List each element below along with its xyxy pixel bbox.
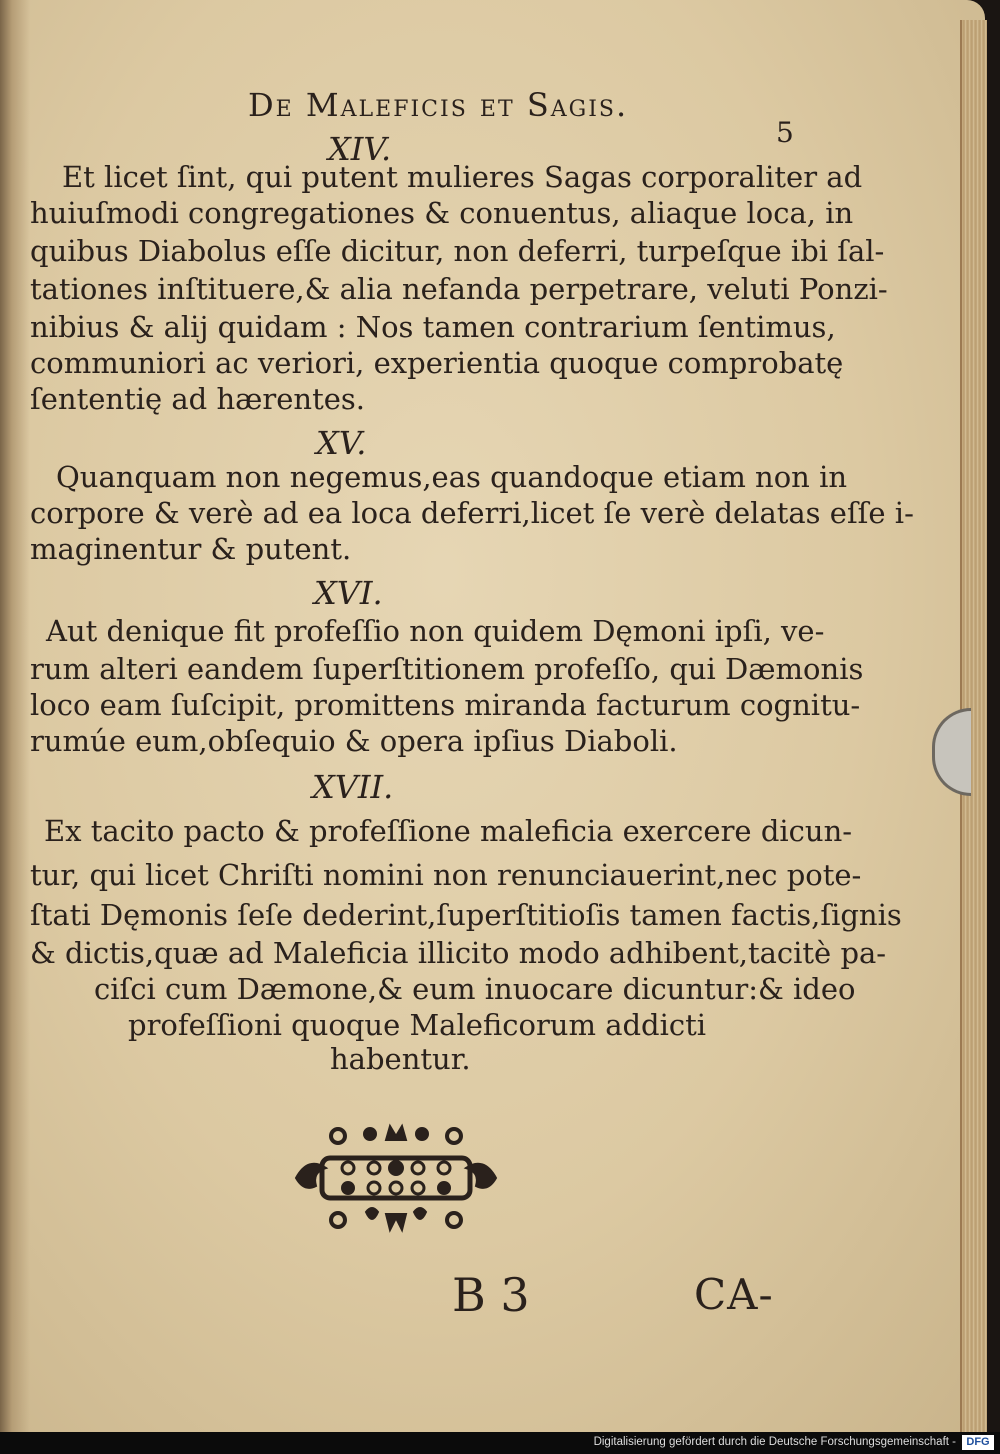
text-line: quibus Diabolus eſſe dicitur, non deferri, turpeſque ibi ſal-	[30, 234, 885, 268]
credit-text: Digitalisierung gefördert durch die Deutsche Forschungsgemeinschaft -	[593, 1436, 956, 1448]
text-line: rum alteri eandem ſuperſtitionem profeſſo, qui Dæmonis	[30, 652, 864, 686]
section-number: XV.	[316, 424, 367, 462]
text-line: rumúe eum,obſequio & opera ipſius Diaboli.	[30, 724, 678, 758]
section-number: XIV.	[328, 130, 392, 168]
section-number: XVII.	[312, 768, 394, 806]
digitization-credit-bar	[0, 1432, 1000, 1454]
text-line: tationes inſtituere,& alia nefanda perpetrare, veluti Ponzi-	[30, 272, 888, 306]
dfg-logo: DFG	[962, 1435, 994, 1450]
text-line: ſententię ad hærentes.	[30, 382, 366, 416]
running-head: De Maleficis et Sagis.	[248, 86, 629, 124]
text-line: loco eam ſuſcipit, promittens miranda facturum cognitu-	[30, 688, 861, 722]
text-line: communiori ac veriori, experientia quoque comprobatę	[30, 346, 844, 380]
text-line: Aut denique fit profeſſio non quidem Dęmoni ipſi, ve-	[46, 614, 825, 648]
text-line: habentur.	[330, 1042, 471, 1076]
text-line: ciſci cum Dæmone,& eum inuocare dicuntur:& ideo	[94, 972, 856, 1006]
text-line: profeſſioni quoque Maleficorum addicti	[128, 1008, 707, 1042]
fleuron-ornament	[290, 1122, 502, 1234]
text-line: huiuſmodi congregationes & conuentus, aliaque loca, in	[30, 196, 854, 230]
text-line: tur, qui licet Chriſti nomini non renunciauerint,nec pote-	[30, 858, 862, 892]
page-number: 5	[776, 116, 794, 149]
text-line: Quanquam non negemus,eas quandoque etiam non in	[56, 460, 848, 494]
signature-mark: B 3	[452, 1268, 530, 1322]
text-line: nibius & alij quidam : Nos tamen contrarium ſentimus,	[30, 310, 836, 344]
text-line: ſtati Dęmonis ſeſe dederint,ſuperſtitioſis tamen factis,ſignis	[30, 898, 902, 932]
section-number: XVI.	[314, 574, 383, 612]
book-gutter-shadow	[0, 0, 30, 1432]
catchword: CA-	[694, 1270, 774, 1319]
text-line: & dictis,quæ ad Maleficia illicito modo adhibent,tacitè pa-	[30, 936, 887, 970]
text-line: Ex tacito pacto & profeſſione maleficia exercere dicun-	[44, 814, 853, 848]
text-line: Et licet ſint, qui putent mulieres Sagas corporaliter ad	[62, 160, 863, 194]
text-line: maginentur & putent.	[30, 532, 352, 566]
text-line: corpore & verè ad ea loca deferri,licet ſe verè delatas eſſe i-	[30, 496, 914, 530]
